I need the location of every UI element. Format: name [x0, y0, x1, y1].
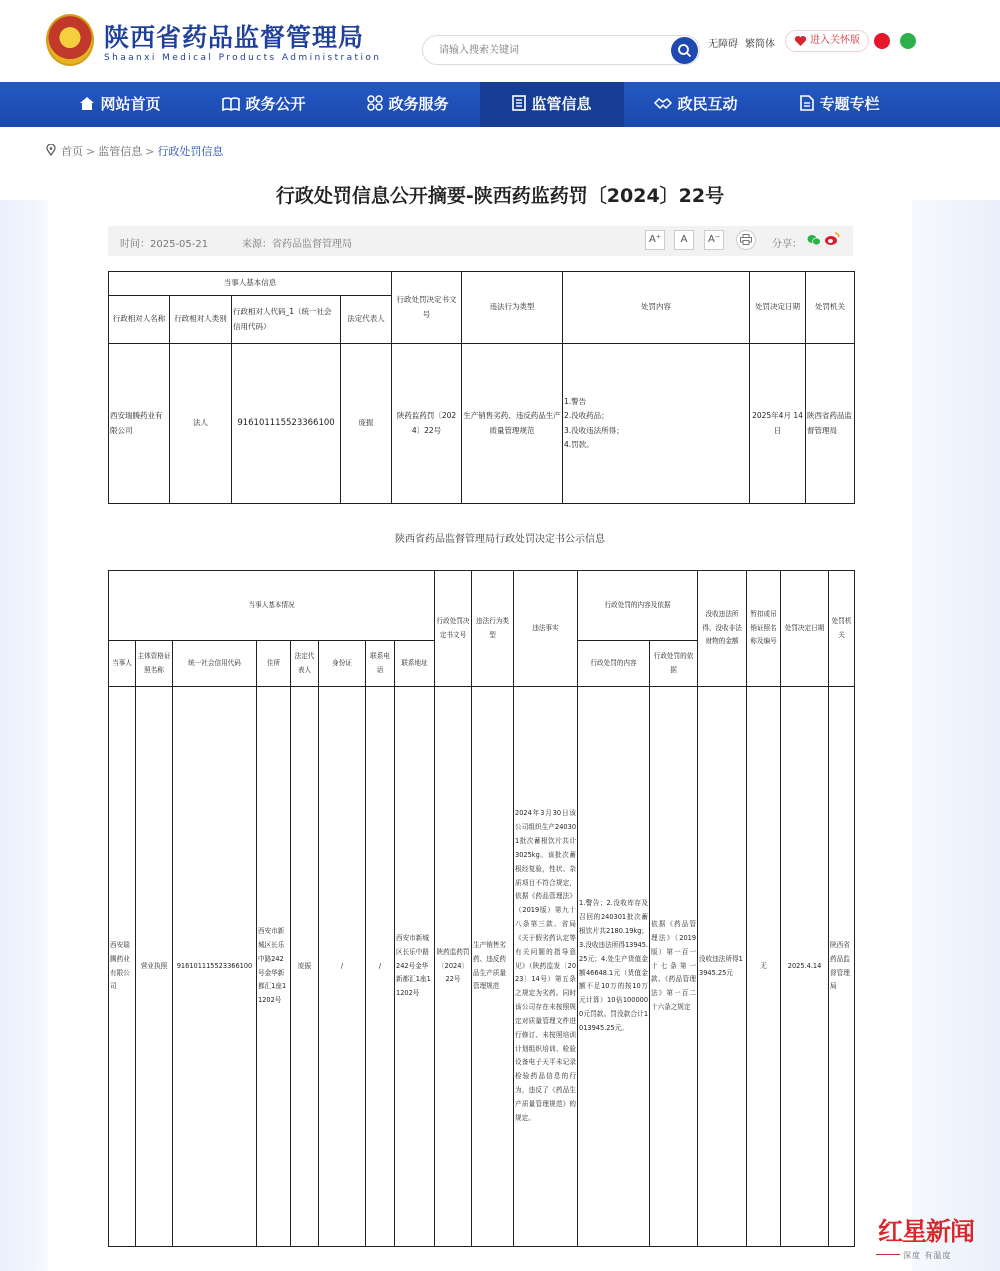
cell-penalty-org: 陕西省药品监督管理局: [806, 344, 855, 504]
nav-label: 专题专栏: [819, 95, 880, 113]
cell-decision-doc: 陕药监药罚〔2024〕22号: [435, 687, 472, 1247]
cell-contact-address: 西安市新城区长乐中路242号金华新都汇1座11202号: [395, 687, 435, 1247]
article-info-bar: [108, 226, 853, 256]
nav-item-home[interactable]: [48, 82, 192, 127]
header-contact-address: 联系地址: [395, 641, 435, 687]
cell-credit-code: 916101115523366100: [173, 687, 257, 1247]
penalty-item: 2.没收药品；: [564, 411, 609, 421]
care-mode-label: 进入关怀版: [810, 35, 860, 46]
header-penalty-org: 处罚机关: [806, 272, 855, 344]
breadcrumb-separator: >: [145, 145, 155, 158]
watermark-line: [876, 1254, 900, 1255]
header-party-info: 当事人基本情况: [109, 571, 435, 641]
header-license-revoke: 暂扣或吊销证照名称及编号: [747, 571, 781, 687]
care-mode-button[interactable]: [785, 30, 869, 52]
penalty-item: 3.没收违法所得；: [564, 425, 624, 435]
nav-label: 监管信息: [531, 95, 592, 113]
site-title[interactable]: 陕西省药品监督管理局: [104, 23, 365, 52]
traditional-chinese-link[interactable]: 繁简体: [745, 39, 775, 50]
font-small-button[interactable]: A⁻: [704, 230, 724, 250]
nav-label: 政务服务: [388, 95, 449, 113]
header-legal-rep: 法定代表人: [341, 296, 392, 344]
cell-legal-rep: 庞振: [291, 687, 319, 1247]
header-phone: 联系电话: [366, 641, 395, 687]
cell-phone: /: [366, 687, 395, 1247]
section-title: 陕西省药品监督管理局行政处罚决定书公示信息: [395, 534, 605, 545]
cell-decision-doc: 陕药监药罚〔2024〕22号: [392, 344, 462, 504]
nav-item-regulation[interactable]: [480, 82, 624, 127]
search-input[interactable]: [439, 42, 659, 58]
cell-penalty-law: 依据《药品管理法》（2019版）第一百一十七条第一款、《药品管理法》第一百二十六条之规定: [650, 687, 698, 1247]
header-party-basic: 当事人基本信息: [109, 272, 392, 296]
main-nav: [0, 82, 1000, 127]
cell-cert-name: 营业执照: [136, 687, 173, 1247]
header-confiscation-amount: 没收违法所得、没收非法财物的金额: [698, 571, 747, 687]
nav-item-special-topics[interactable]: [768, 82, 912, 127]
header-decision-date: 处罚决定日期: [781, 571, 829, 687]
location-pin-icon: [46, 144, 56, 156]
printer-icon: [740, 234, 752, 245]
cell-penalty-content: 1.警告；2.没收库存及召回的240301批次蓄根饮片共2180.19kg；3.没收违法所得13945.25元；4.处生产货值金额46648.1元（货值金额不足10万的按10万元计算）10倍1000000元罚款。罚没款合计1013945.25元。: [578, 687, 650, 1247]
handshake-icon: [654, 95, 672, 111]
site-header: [0, 0, 1000, 82]
penalty-item: 4.罚款。: [564, 439, 594, 449]
notes-icon: [800, 95, 814, 111]
cell-id-card: /: [319, 687, 366, 1247]
search-icon: [677, 43, 692, 58]
header-penalty-content: 行政处罚的内容: [578, 641, 650, 687]
wechat-share-icon[interactable]: [807, 234, 821, 246]
breadcrumb-regulation[interactable]: 监管信息: [98, 145, 143, 158]
header-penalty-law: 行政处罚的依据: [650, 641, 698, 687]
cell-penalty-content: [563, 344, 750, 504]
nav-label: 政务公开: [245, 95, 306, 113]
header-address: 住所: [257, 641, 291, 687]
font-medium-button[interactable]: A: [674, 230, 694, 250]
table-row: [109, 344, 855, 504]
header-id-card: 身份证: [319, 641, 366, 687]
summary-table: [108, 271, 855, 504]
nav-label: 网站首页: [100, 95, 161, 113]
weibo-icon[interactable]: [874, 33, 890, 49]
document-icon: [512, 95, 526, 111]
header-violation-type: 违法行为类型: [462, 272, 563, 344]
cell-violation-type: 生产销售劣药、违反药品生产质量管理规范: [472, 687, 514, 1247]
cell-decision-date: 2025.4.14: [781, 687, 829, 1247]
header-cert-name: 主体资格证照名称: [136, 641, 173, 687]
header-violation-facts: 违法事实: [514, 571, 578, 687]
cell-address: 西安市新城区长乐中路242号金华新都汇1座11202号: [257, 687, 291, 1247]
heart-icon: [794, 35, 807, 47]
header-penalty-org: 处罚机关: [829, 571, 855, 687]
watermark-slogan: 深度 有温度: [903, 1251, 952, 1260]
national-emblem-icon: [46, 14, 94, 66]
header-decision-doc: 行政处罚决定书文号: [392, 272, 462, 344]
breadcrumb-current[interactable]: 行政处罚信息: [157, 145, 224, 158]
share-label: 分享：: [772, 239, 802, 250]
wechat-icon[interactable]: [900, 33, 916, 49]
cell-license-revoke: 无: [747, 687, 781, 1247]
header-decision-doc: 行政处罚决定书文号: [435, 571, 472, 687]
cell-party-name: 西安瑞腾药业有限公司: [109, 344, 170, 504]
cell-legal-rep: 庞振: [341, 344, 392, 504]
header-party-name: 当事人: [109, 641, 136, 687]
breadcrumb: [46, 143, 223, 159]
cell-party-name: 西安瑞腾药业有限公司: [109, 687, 136, 1247]
home-icon: [79, 96, 95, 111]
header-violation-type: 违法行为类型: [472, 571, 514, 687]
penalty-item: 1.警告: [564, 397, 587, 406]
cell-decision-date: 2025年4月 14日: [750, 344, 806, 504]
publish-source: 来源：省药品监督管理局: [242, 239, 352, 250]
header-credit-code: 行政相对人代码_1（统一社会信用代码）: [232, 296, 341, 344]
font-large-button[interactable]: A⁺: [645, 230, 665, 250]
nav-label: 政民互动: [677, 95, 738, 113]
page-title: 行政处罚信息公开摘要-陕西药监药罚〔2024〕22号: [275, 185, 725, 207]
header-legal-rep: 法定代表人: [291, 641, 319, 687]
accessibility-link[interactable]: 无障碍: [708, 39, 738, 50]
cell-credit-code: 91610111552336610​0: [232, 344, 341, 504]
grid-icon: [367, 95, 383, 111]
print-button[interactable]: [736, 230, 756, 250]
cell-confiscation-amount: 没收违法所得13945.25元: [698, 687, 747, 1247]
cell-penalty-org: 陕西省药品监督管理局: [829, 687, 855, 1247]
table-row: [109, 687, 855, 1247]
search-box: [422, 35, 700, 65]
nav-item-interaction[interactable]: [624, 82, 768, 127]
publish-time: 时间：2025-05-21: [120, 239, 209, 250]
header-penalty-content: 处罚内容: [563, 272, 750, 344]
open-book-icon: [222, 97, 240, 111]
decision-table: [108, 570, 855, 1247]
header-decision-date: 处罚决定日期: [750, 272, 806, 344]
weibo-share-icon[interactable]: [824, 232, 840, 246]
header-party-name: 行政相对人名称: [109, 296, 170, 344]
header-penalty-basis: 行政处罚的内容及依据: [578, 571, 698, 641]
header-party-type: 行政相对人类别: [170, 296, 232, 344]
site-subtitle: Shaanxi Medical Products Administration: [104, 53, 382, 63]
search-button[interactable]: [671, 37, 698, 64]
cell-violation-type: 生产销售劣药、违反药品生产质量管理规范: [462, 344, 563, 504]
cell-violation-facts: 2024年3月30日该公司组织生产240301批次蓄根饮片共计3025kg。该批次蓄根经复验，性状、杂质项目不符合规定，依据《药品管理法》（2019版）第九十八条第三款、省局《关于假劣药认定等有关问题的指导意见》（陕药监发〔2023〕14号）第五条之规定为劣药。同时该公司存在未按照规定对质量管理文件进行修订、未按照培训计划组织培训、检验设备电子天平未记录检验药品信息的行为，违反了《药品生产质量管理规范》的规定。: [514, 687, 578, 1247]
breadcrumb-home[interactable]: 首页: [61, 145, 83, 158]
cell-party-type: 法人: [170, 344, 232, 504]
breadcrumb-separator: >: [86, 145, 96, 158]
nav-item-gov-affairs[interactable]: [192, 82, 336, 127]
nav-item-gov-services[interactable]: [336, 82, 480, 127]
red-star-news-logo: 红星新闻: [878, 1217, 975, 1246]
header-credit-code: 统一社会信用代码: [173, 641, 257, 687]
